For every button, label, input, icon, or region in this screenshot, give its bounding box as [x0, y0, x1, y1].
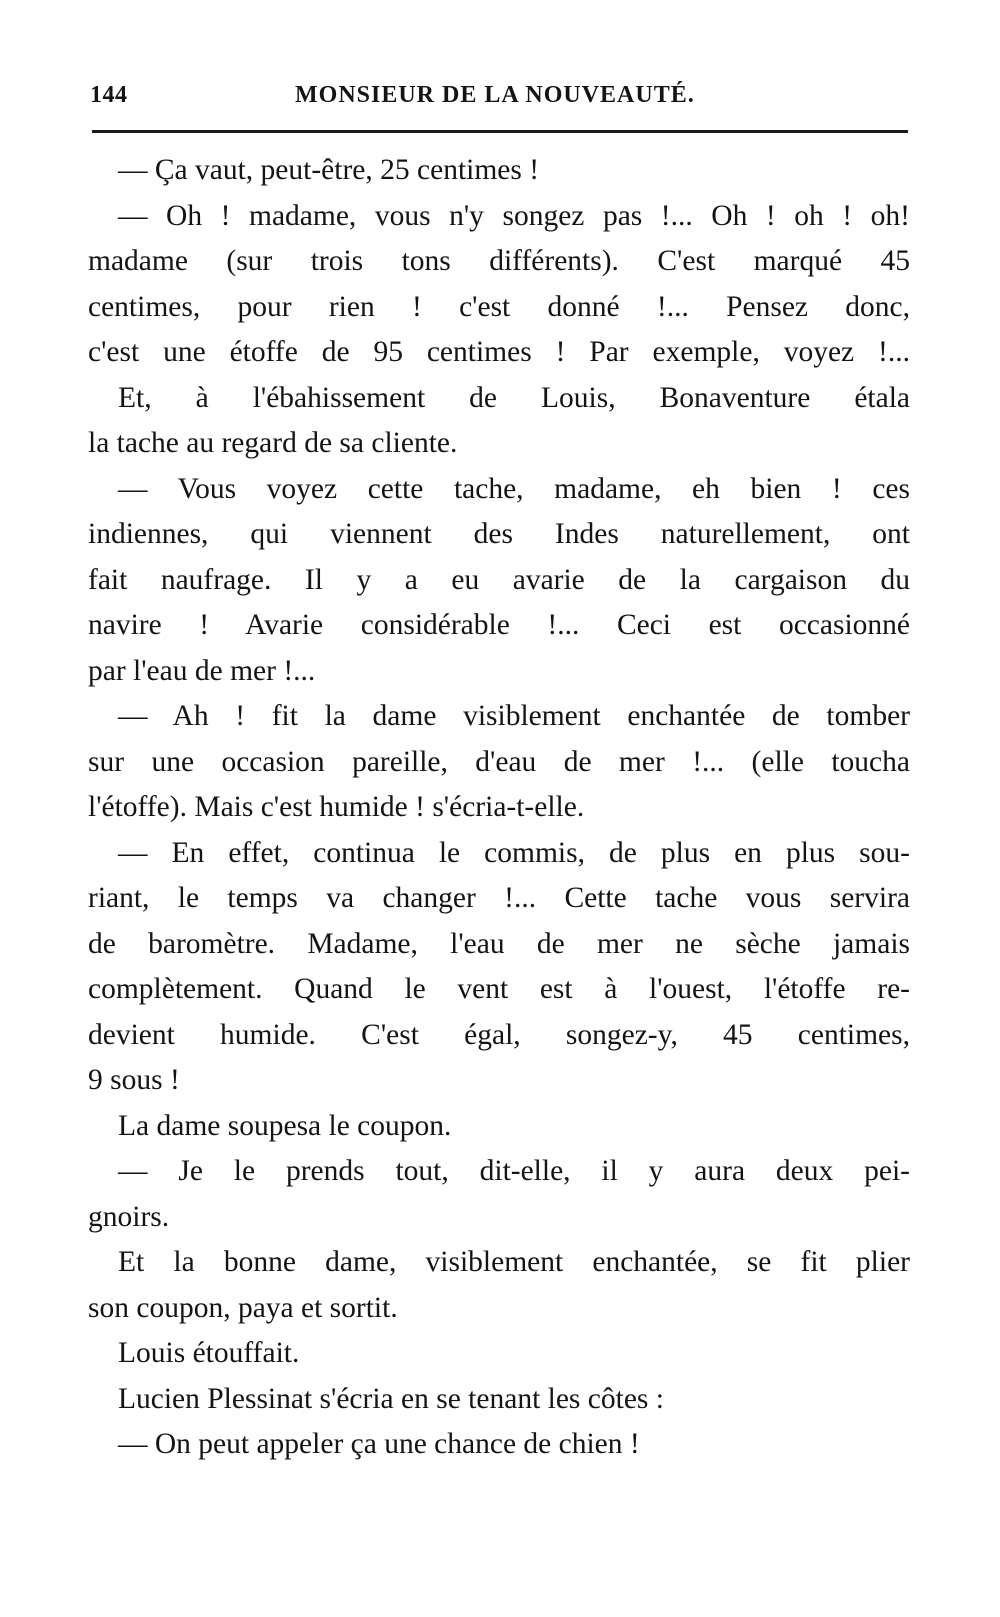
text-line: fait naufrage. Il y a eu avarie de la cargaison du: [88, 563, 910, 596]
page-body: [88, 148, 910, 1468]
text-line: madame (sur trois tons différents). C'est marqué 45: [88, 245, 910, 277]
text-line: de baromètre. Madame, l'eau de mer ne sèche jamais: [88, 927, 910, 960]
text-line: — Vous voyez cette tache, madame, eh bien ! ces: [118, 472, 910, 505]
text-line: l'étoffe). Mais c'est humide ! s'écria-t-elle.: [88, 791, 585, 823]
text-line: sur une occasion pareille, d'eau de mer !... (elle toucha: [88, 745, 910, 778]
text-line: Et la bonne dame, visiblement enchantée, se fit plier: [118, 1246, 910, 1278]
running-title: MONSIEUR DE LA NOUVEAUTÉ.: [295, 82, 695, 108]
text-line: riant, le temps va changer !... Cette tache vous servira: [88, 882, 910, 914]
text-line: La dame soupesa le coupon.: [118, 1109, 452, 1142]
text-line: gnoirs.: [88, 1200, 170, 1233]
text-line: — Oh ! madame, vous n'y songez pas !... Oh ! oh ! oh!: [118, 199, 910, 232]
text-line: Et, à l'ébahissement de Louis, Bonaventure étala: [118, 381, 910, 414]
page-number: 144: [90, 82, 128, 108]
text-line: devient humide. C'est égal, songez-y, 45 centimes,: [88, 1018, 910, 1051]
text-line: son coupon, paya et sortit.: [88, 1291, 398, 1324]
text-line: complètement. Quand le vent est à l'ouest, l'étoffe re-: [88, 973, 910, 1005]
text-line: — Ah ! fit la dame visiblement enchantée de tomber: [118, 700, 910, 732]
text-line: Louis étouffait.: [118, 1337, 300, 1369]
text-line: — On peut appeler ça une chance de chien !: [118, 1428, 640, 1460]
text-line: par l'eau de mer !...: [88, 654, 316, 687]
page-header: [90, 82, 908, 116]
header-rule: [92, 130, 908, 133]
text-line: la tache au regard de sa cliente.: [88, 427, 458, 459]
text-line: c'est une étoffe de 95 centimes ! Par exemple, voyez !...: [88, 336, 910, 368]
text-line: 9 sous !: [88, 1064, 180, 1096]
text-line: navire ! Avarie considérable !... Ceci est occasionné: [88, 609, 910, 641]
text-line: — Ça vaut, peut-être, 25 centimes !: [118, 154, 540, 186]
text-line: indiennes, qui viennent des Indes naturellement, ont: [88, 518, 910, 550]
text-line: centimes, pour rien ! c'est donné !... Pensez donc,: [88, 290, 910, 323]
text-line: — Je le prends tout, dit-elle, il y aura deux pei-: [118, 1155, 910, 1187]
text-line: Lucien Plessinat s'écria en se tenant les côtes :: [118, 1382, 664, 1415]
text-line: — En effet, continua le commis, de plus en plus sou-: [118, 836, 910, 869]
